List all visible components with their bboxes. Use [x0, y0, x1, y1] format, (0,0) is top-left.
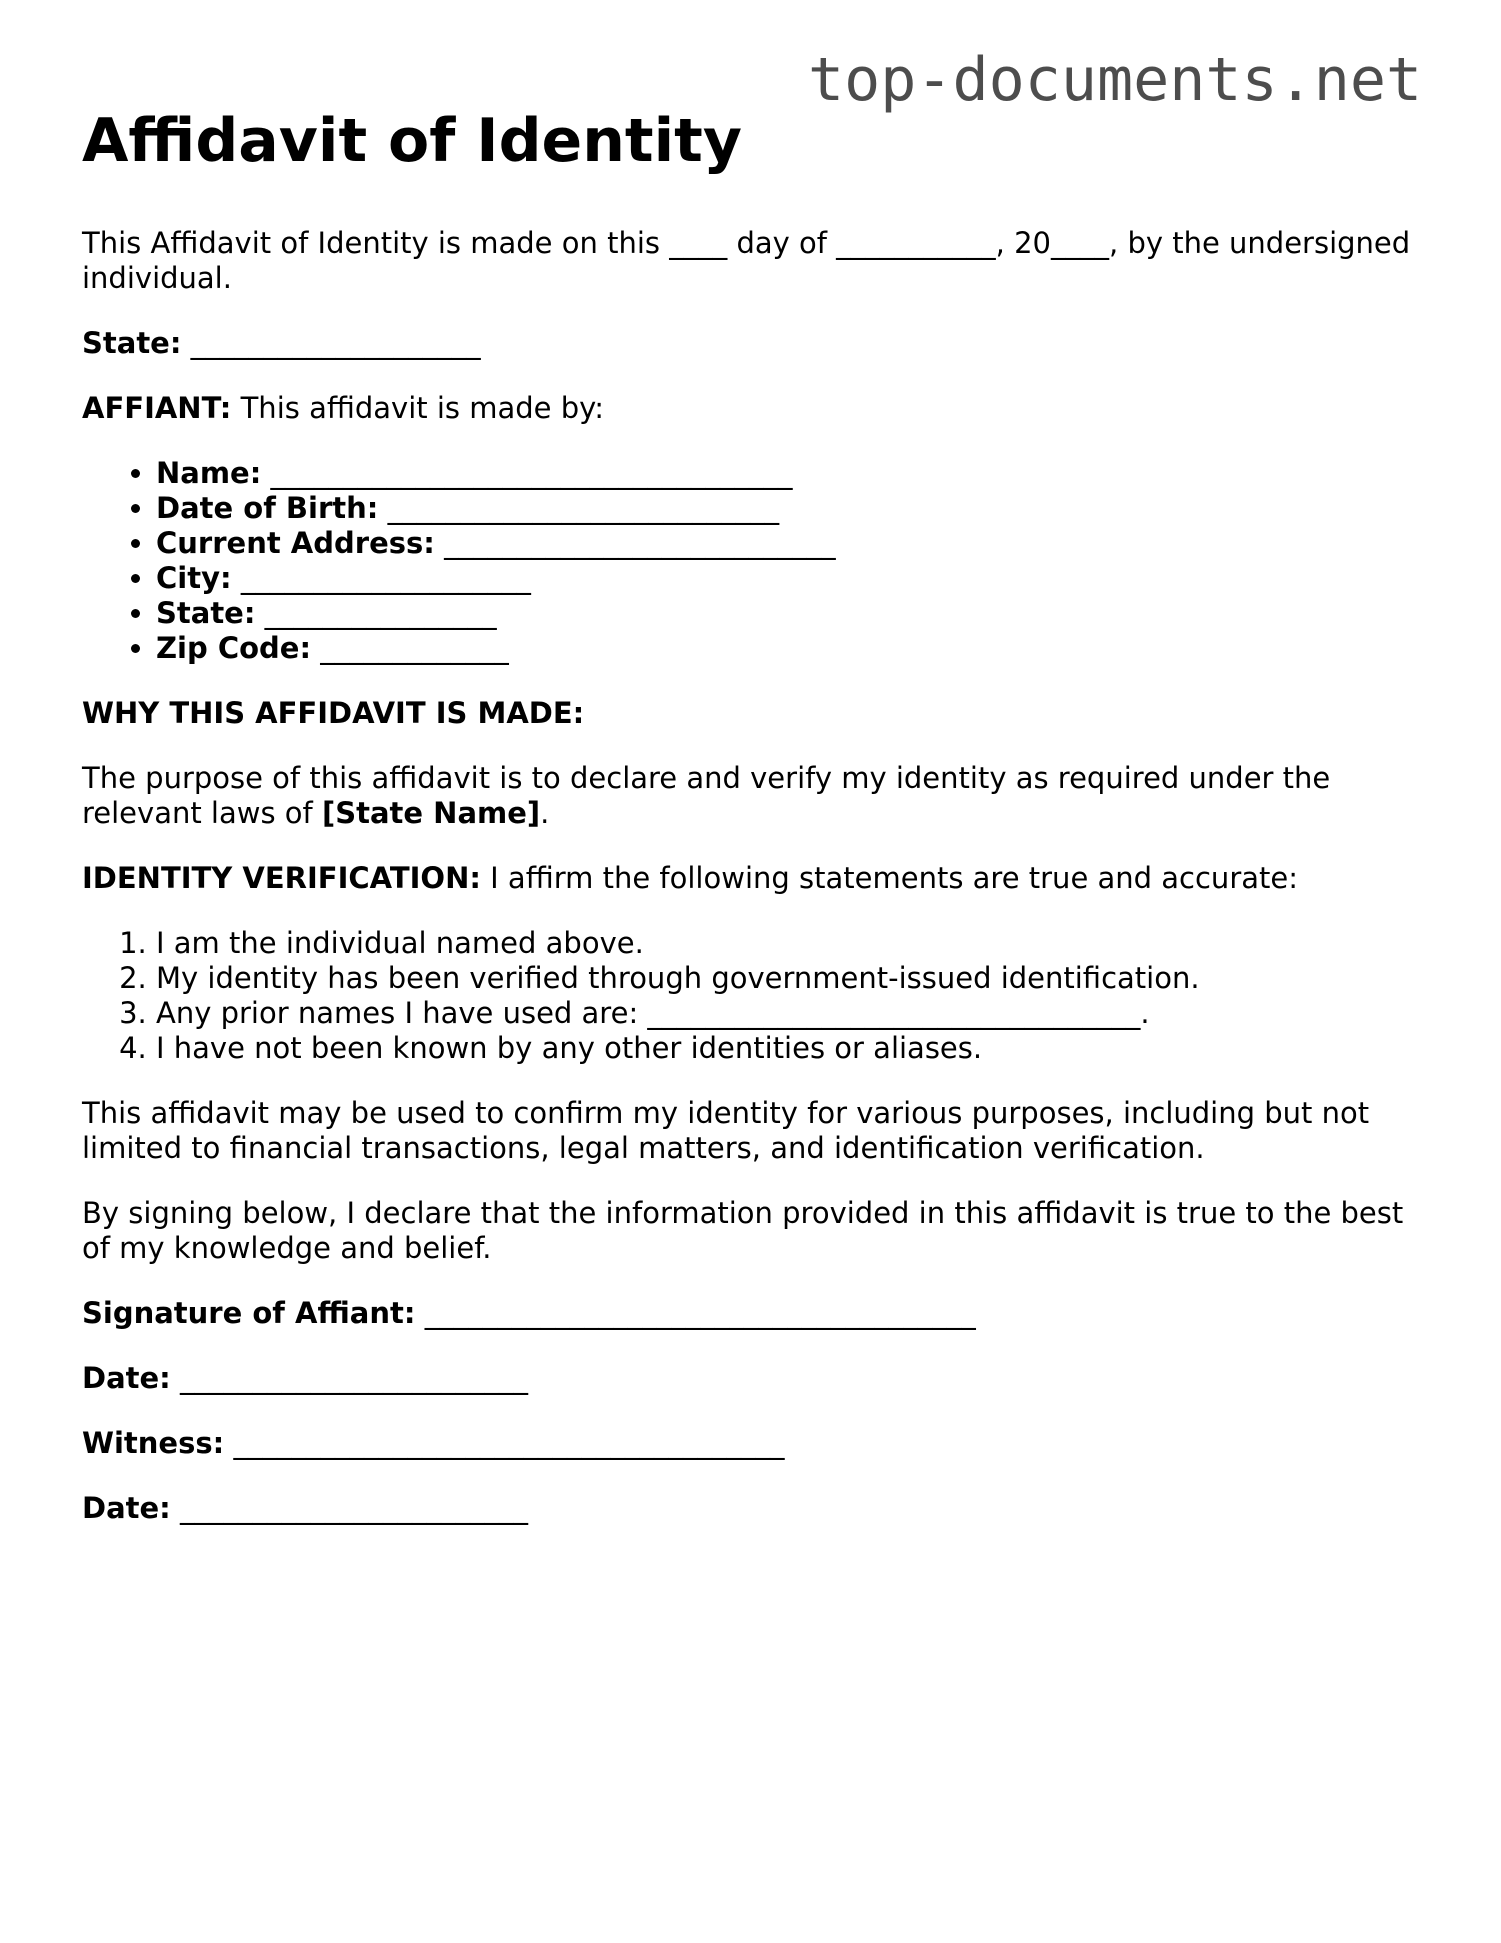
why-heading: [82, 696, 1422, 731]
list-item: 4. I have not been known by any other identities or aliases.: [156, 1031, 1422, 1066]
verification-label: IDENTITY VERIFICATION:: [82, 861, 481, 895]
document: [82, 100, 1422, 1556]
affiant-label: AFFIANT:: [82, 391, 232, 425]
purpose-text: The purpose of this affidavit is to declare and verify my identity as required under the relevant laws of: [82, 761, 1331, 830]
signature-label: Signature of Affiant:: [82, 1296, 416, 1330]
list-item: 3. Any prior names I have used are: __________________________________.: [156, 996, 1422, 1031]
watermark: top-documents.net: [808, 45, 1423, 115]
date-label: Date:: [82, 1361, 171, 1395]
intro-paragraph: This Affidavit of Identity is made on this ____ day of ___________, 20____, by the undersigned individual.: [82, 226, 1411, 295]
document-title: Affidavit of Identity: [82, 106, 742, 176]
signature-affiant-line: [82, 1296, 1422, 1331]
signature-blank[interactable]: ______________________________________: [424, 1296, 976, 1330]
purpose-paragraph: [82, 761, 1422, 831]
affiant-section: [82, 391, 1422, 426]
list-item: 2. My identity has been verified through government-issued identification.: [156, 961, 1422, 996]
state-name-placeholder: [State Name]: [321, 796, 541, 830]
witness-line: [82, 1426, 1422, 1461]
declaration-paragraph: By signing below, I declare that the information provided in this affidavit is true to the best of my knowledge and belief.: [82, 1196, 1404, 1265]
usage-paragraph: This affidavit may be used to confirm my identity for various purposes, including but not limited to financial transactions, legal matters, and identification verification.: [82, 1096, 1370, 1165]
list-item: 1. I am the individual named above.: [156, 926, 1422, 961]
verification-text: I affirm the following statements are true and accurate:: [490, 861, 1298, 895]
date-label: Date:: [82, 1491, 171, 1525]
date-line: [82, 1361, 1422, 1396]
field-label: Current Address:: [156, 526, 435, 560]
witness-date-line: [82, 1491, 1422, 1526]
affiant-fields-list: [82, 456, 1422, 666]
state-field: [82, 326, 1422, 361]
verification-list: [82, 926, 1422, 1066]
field-label: Zip Code:: [156, 631, 312, 665]
list-item-current-address: [156, 526, 1422, 561]
field-label: Date of Birth:: [156, 491, 379, 525]
field-blank[interactable]: ___________________________: [444, 526, 836, 560]
field-label: City:: [156, 561, 232, 595]
field-blank[interactable]: ____________________: [240, 561, 531, 595]
field-blank[interactable]: ____________________________________: [270, 456, 793, 490]
list-item-city: [156, 561, 1422, 596]
field-blank[interactable]: _____________: [320, 631, 509, 665]
field-label: State:: [156, 596, 256, 630]
witness-label: Witness:: [82, 1426, 225, 1460]
list-item-name: [156, 456, 1422, 491]
date-blank[interactable]: ________________________: [180, 1491, 528, 1525]
purpose-period: .: [540, 796, 550, 830]
state-blank[interactable]: ____________________: [190, 326, 481, 360]
list-item-state: [156, 596, 1422, 631]
verification-section: [82, 861, 1422, 896]
list-item-date-of-birth: [156, 491, 1422, 526]
field-blank[interactable]: ___________________________: [387, 491, 780, 525]
date-blank[interactable]: ________________________: [180, 1361, 528, 1395]
field-label: Name:: [156, 456, 262, 490]
list-item-zip-code: [156, 631, 1422, 666]
why-heading-text: WHY THIS AFFIDAVIT IS MADE:: [82, 696, 585, 730]
state-label: State:: [82, 326, 182, 360]
witness-blank[interactable]: ______________________________________: [233, 1426, 785, 1460]
field-blank[interactable]: ________________: [264, 596, 497, 630]
affiant-text: This affidavit is made by:: [240, 391, 604, 425]
